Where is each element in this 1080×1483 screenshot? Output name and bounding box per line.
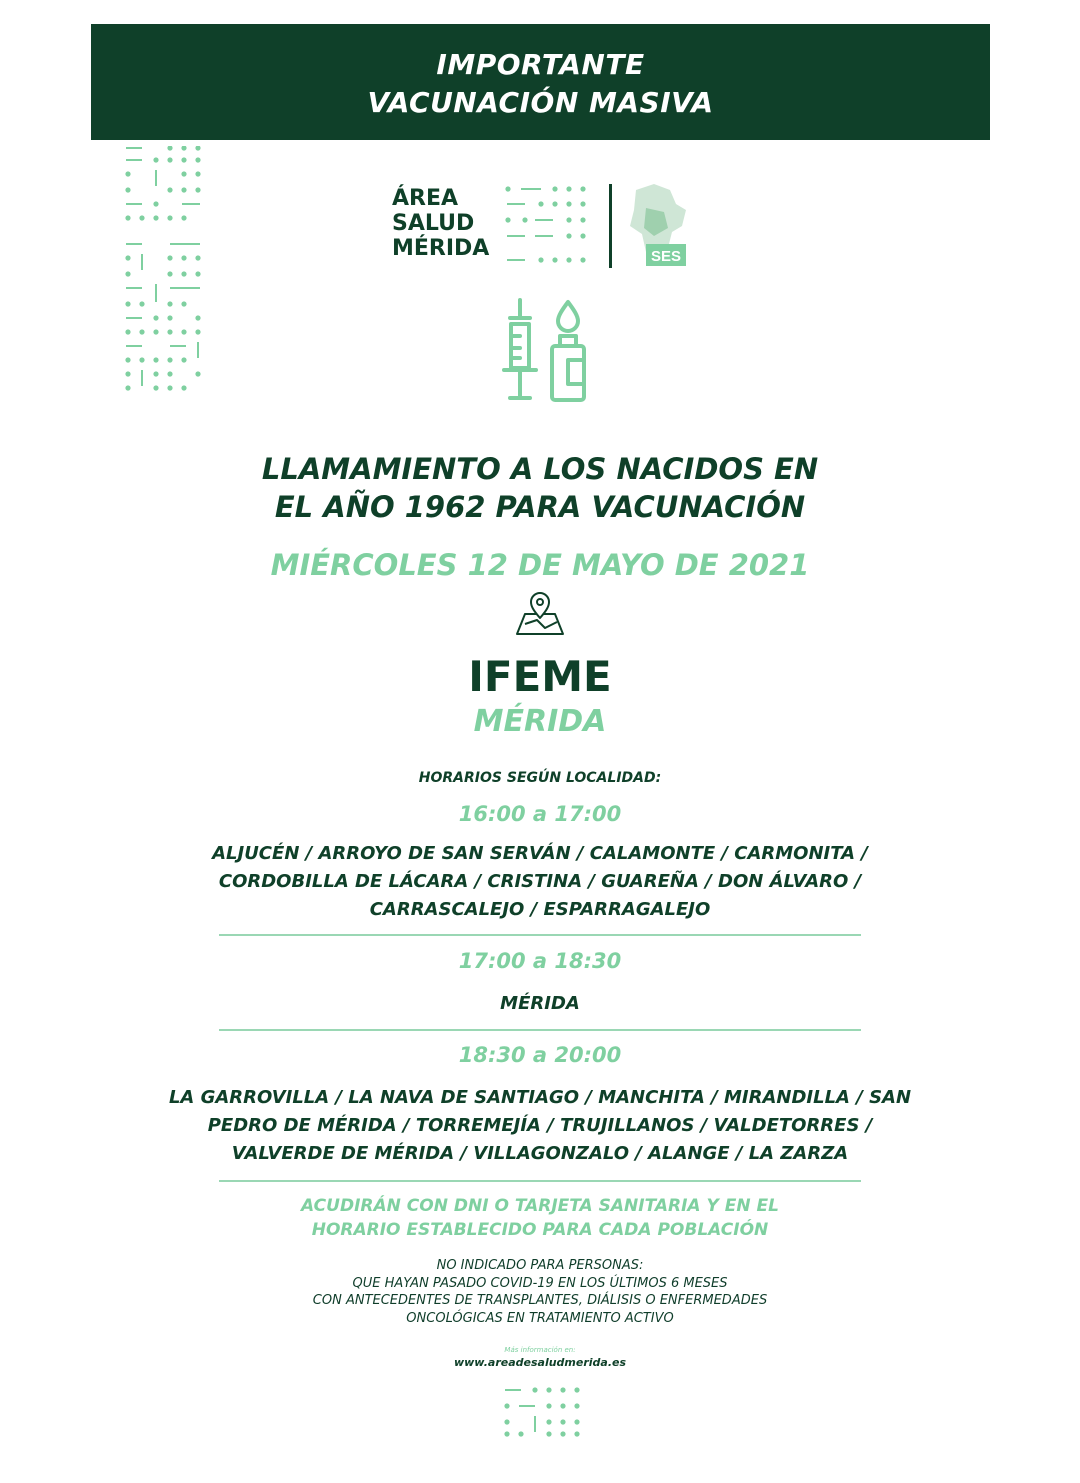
towns-slot-3 <box>150 1084 930 1168</box>
time-slot-1: 16:00 a 17:00 <box>458 802 622 826</box>
towns-slot-3-line: LA GARROVILLA / LA NAVA DE SANTIAGO / MANCHITA / MIRANDILLA / SAN <box>168 1087 912 1108</box>
extremadura-map-icon <box>624 182 690 268</box>
venue-name: IFEME <box>468 652 612 701</box>
banner-title: IMPORTANTE <box>436 48 645 81</box>
footer-dot-pattern <box>503 1386 581 1438</box>
more-info-label: Más información en: <box>504 1346 576 1354</box>
id-notice-line-1: ACUDIRÁN CON DNI O TARJETA SANITARIA Y EN EL <box>301 1196 779 1216</box>
logo-line-merida: MÉRIDA <box>392 236 490 261</box>
website-link[interactable]: www.areadesaludmerida.es <box>453 1356 627 1369</box>
id-notice-line-2: HORARIO ESTABLECIDO PARA CADA POBLACIÓN <box>311 1220 769 1240</box>
divider <box>219 1180 861 1182</box>
exclusion-warning-line: NO INDICADO PARA PERSONAS: <box>436 1258 644 1273</box>
headline-line-1: LLAMAMIENTO A LOS NACIDOS EN <box>261 452 819 486</box>
ses-badge: SES <box>650 248 682 265</box>
logo-divider <box>609 184 612 268</box>
towns-slot-2-line: MÉRIDA <box>500 993 580 1014</box>
exclusion-warning-line: ONCOLÓGICAS EN TRATAMIENTO ACTIVO <box>406 1310 674 1326</box>
event-date: MIÉRCOLES 12 DE MAYO DE 2021 <box>270 548 810 582</box>
decorative-dot-pattern <box>124 146 204 392</box>
schedule-title: HORARIOS SEGÚN LOCALIDAD: <box>418 770 662 786</box>
logo-line-salud: SALUD <box>392 211 475 236</box>
towns-slot-3-line: PEDRO DE MÉRIDA / TORREMEJÍA / TRUJILLANOS / VALDETORRES / <box>207 1115 873 1136</box>
map-pin-icon <box>515 592 565 636</box>
divider <box>219 934 861 936</box>
logo-dot-pattern <box>505 186 587 266</box>
towns-slot-1-line: ALJUCÉN / ARROYO DE SAN SERVÁN / CALAMONTE / CARMONITA / <box>212 843 868 864</box>
exclusion-warning-line: QUE HAYAN PASADO COVID-19 EN LOS ÚLTIMOS 6 MESES <box>352 1275 728 1291</box>
headline-line-2: EL AÑO 1962 PARA VACUNACIÓN <box>274 490 806 524</box>
exclusion-warning <box>0 1257 1080 1327</box>
towns-slot-3-line: VALVERDE DE MÉRIDA / VILLAGONZALO / ALANGE / LA ZARZA <box>231 1143 849 1164</box>
exclusion-warning-line: CON ANTECEDENTES DE TRANSPLANTES, DIÁLISIS O ENFERMEDADES <box>312 1293 768 1308</box>
logo-line-area: ÁREA <box>392 186 459 211</box>
towns-slot-1 <box>150 840 930 924</box>
header-banner <box>91 24 990 140</box>
towns-slot-1-line: CARRASCALEJO / ESPARRAGALEJO <box>369 899 711 920</box>
id-notice <box>0 1194 1080 1242</box>
syringe-and-vial-icon <box>498 296 590 404</box>
headline <box>0 450 1080 526</box>
towns-slot-2 <box>150 990 930 1018</box>
time-slot-3: 18:30 a 20:00 <box>458 1043 622 1067</box>
area-salud-merida-logo <box>392 186 489 261</box>
venue-city: MÉRIDA <box>473 704 607 739</box>
towns-slot-1-line: CORDOBILLA DE LÁCARA / CRISTINA / GUAREÑA / DON ÁLVARO / <box>218 871 862 892</box>
time-slot-2: 17:00 a 18:30 <box>458 949 622 973</box>
divider <box>219 1029 861 1031</box>
banner-subtitle: VACUNACIÓN MASIVA <box>367 86 714 119</box>
